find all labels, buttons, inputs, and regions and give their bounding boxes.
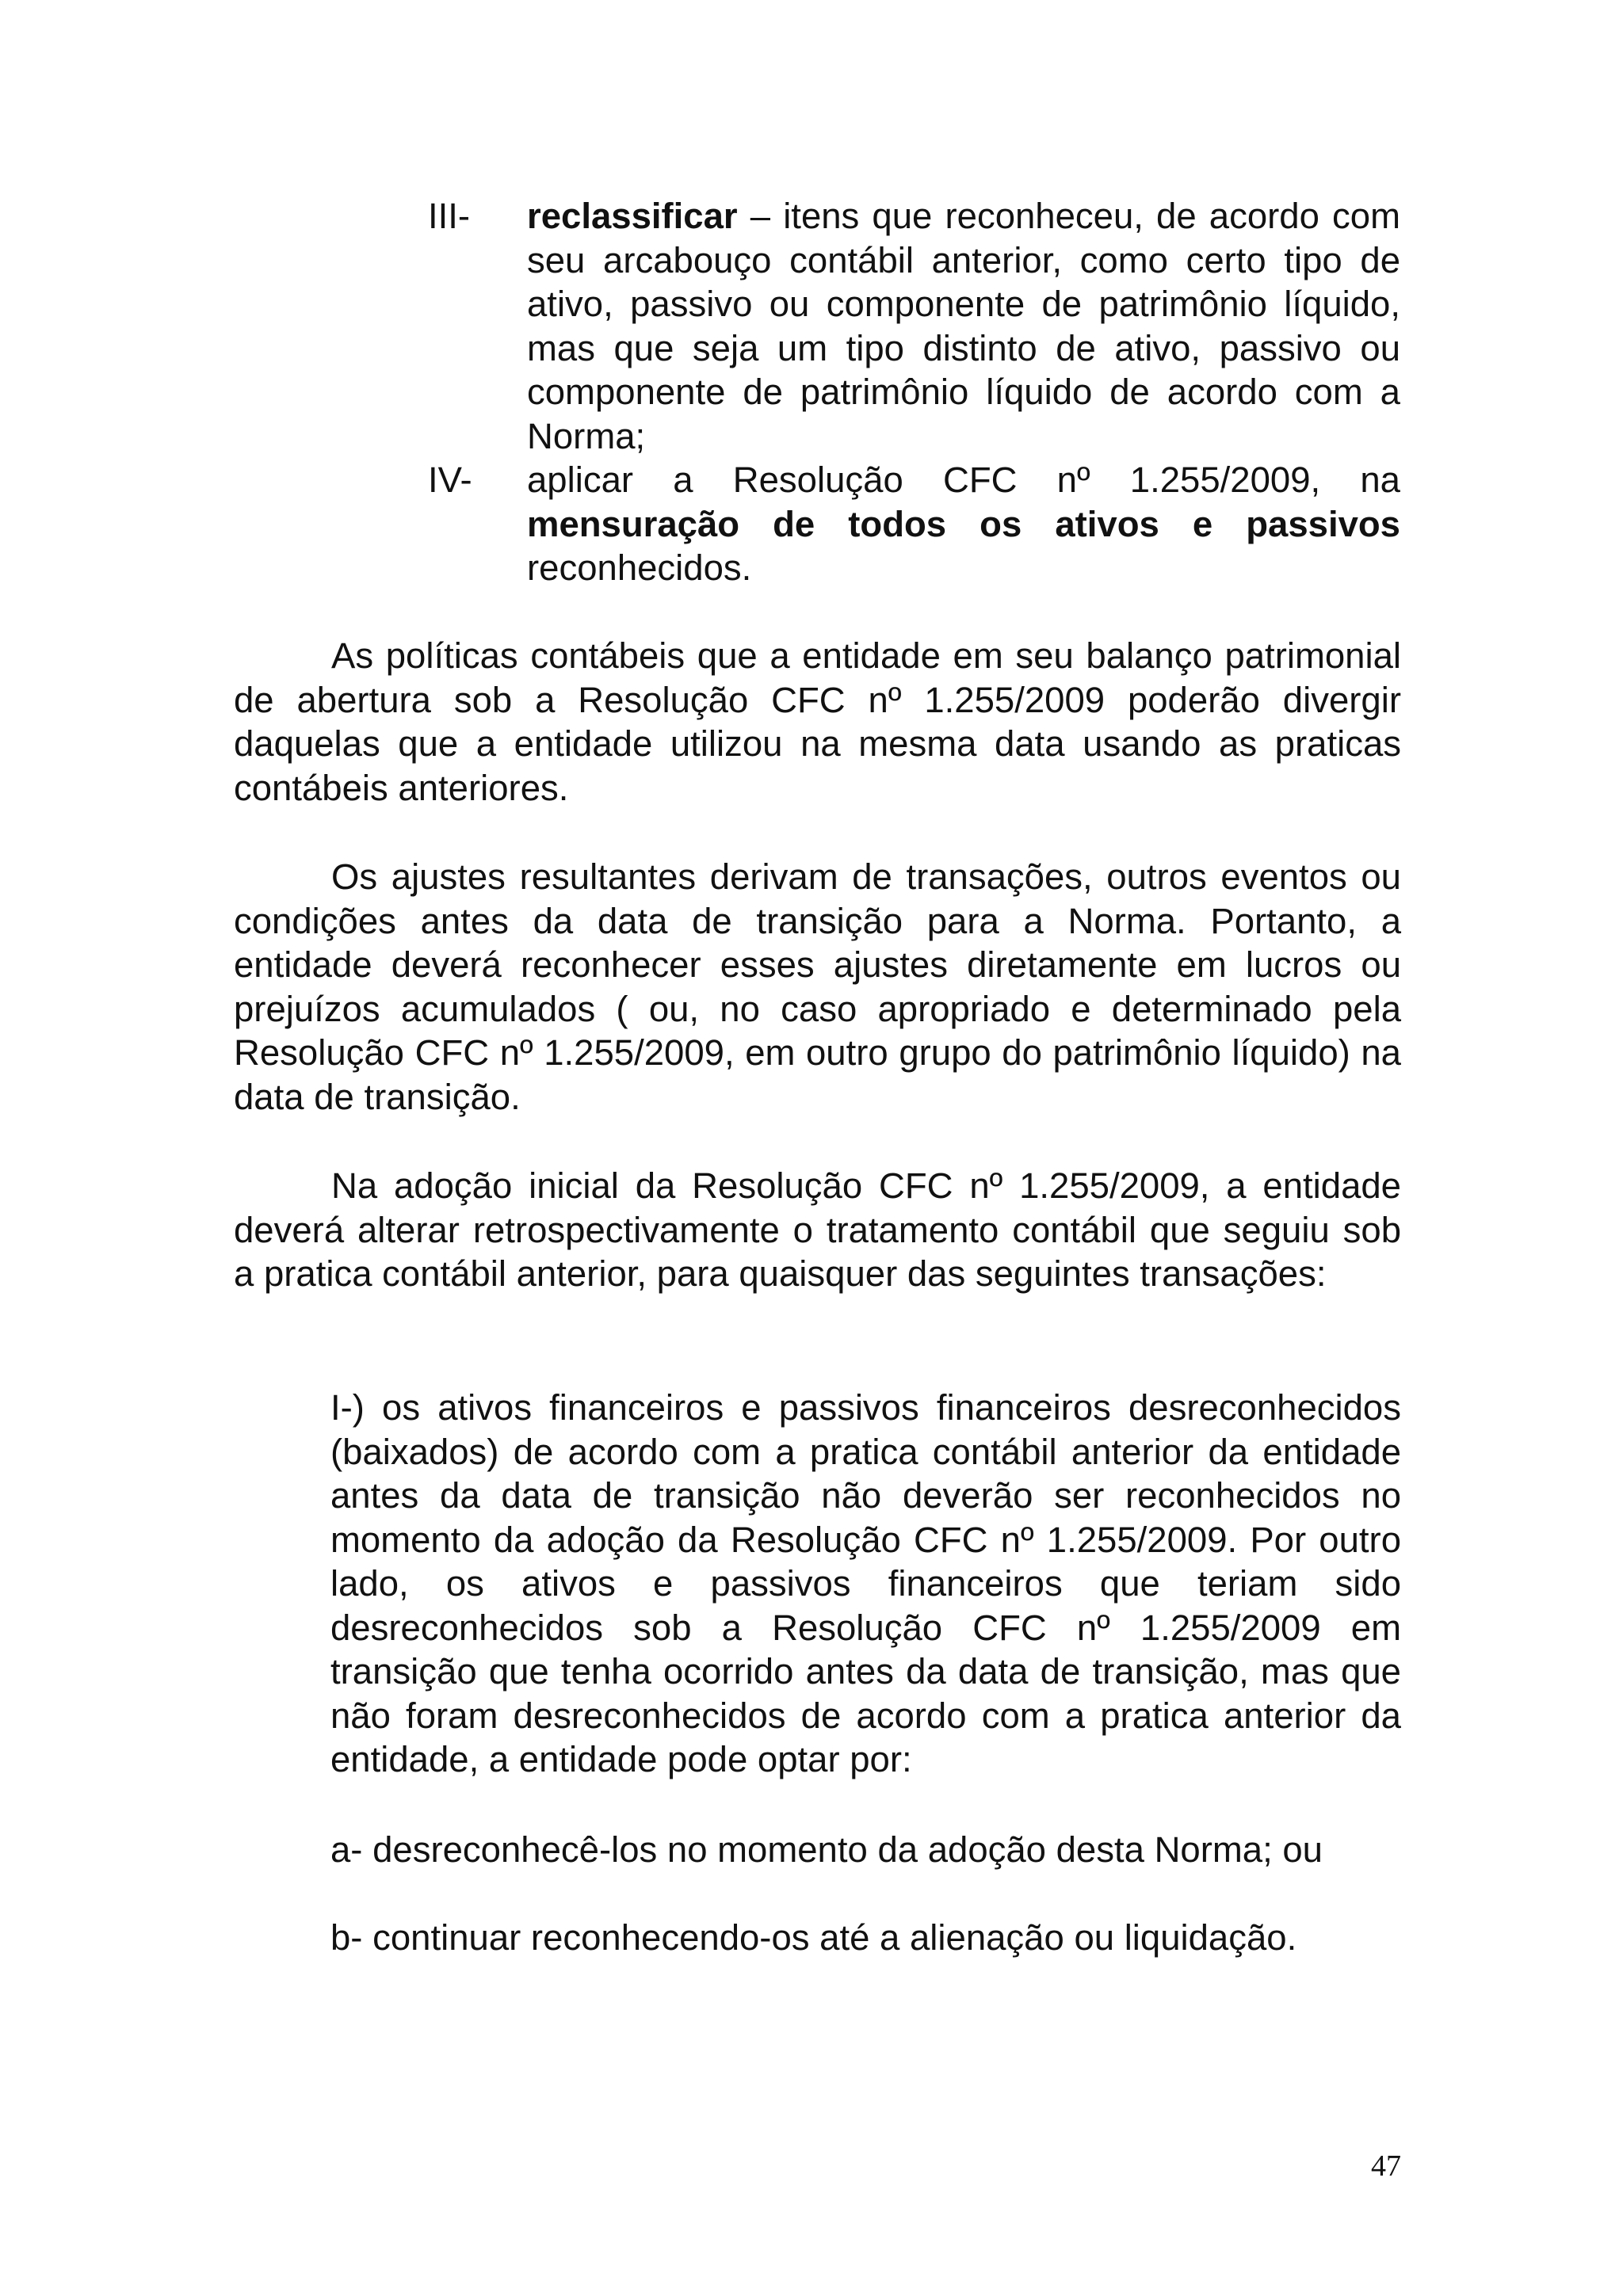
sub-item-b: b- continuar reconhecendo-os até a alienação ou liquidação. (330, 1917, 1297, 1958)
paragraph-1: As políticas contábeis que a entidade em seu balanço patrimonial de abertura sob a Resolução CFC nº 1.255/2009 poderão divergir daquelas que a entidade utilizou na mesma data usando as praticas contábeis anteriores. (234, 635, 1401, 808)
sub-item-a: a- desreconhecê-los no momento da adoção desta Norma; ou (330, 1829, 1323, 1870)
list-item-label: IV- (428, 460, 472, 500)
list-item-iii (428, 194, 1401, 463)
list-item-text: – itens que reconheceu, de acordo com seu arcabouço contábil anterior, como certo tipo de ativo, passivo ou componente de patrimônio líquido, mas que seja um tipo distinto de ativo, passivo ou componente de patrimônio líquido de acordo com a Norma; (527, 196, 1400, 456)
sub-item-i: I-) os ativos financeiros e passivos financeiros desreconhecidos (baixados) de acordo com a pratica contábil anterior da entidade antes da data de transição não deverão ser reconhecidos no momento da adoção da Resolução CFC nº 1.255/2009. Por outro lado, os ativos e passivos financeiros que teriam sido desreconhecidos sob a Resolução CFC nº 1.255/2009 em transição que tenha ocorrido antes da data de transição, mas que não foram desreconhecidos de acordo com a pratica anterior da entidade, a entidade pode optar por: (330, 1387, 1401, 1779)
paragraph-2: Os ajustes resultantes derivam de transações, outros eventos ou condições antes da data de transição para a Norma. Portanto, a entidade deverá reconhecer esses ajustes diretamente em lucros ou prejuízos acumulados ( ou, no caso apropriado e determinado pela Resolução CFC nº 1.255/2009, em outro grupo do patrimônio líquido) na data de transição. (234, 856, 1401, 1117)
bold-term: mensuração de todos os ativos e passivos (527, 503, 1400, 544)
paragraph-3: Na adoção inicial da Resolução CFC nº 1.255/2009, a entidade deverá alterar retrospectivamente o tratamento contábil que seguiu sob a pratica contábil anterior, para quaisquer das seguintes transações: (234, 1165, 1401, 1294)
list-item-text-lead: aplicar a Resolução CFC nº 1.255/2009, na (527, 460, 1400, 500)
list-item-text-tail: reconhecidos. (527, 547, 752, 588)
list-item-iv (428, 458, 1401, 593)
bold-term: reclassificar (527, 196, 738, 236)
page-number: 47 (1371, 2149, 1401, 2183)
list-item-body (527, 194, 1400, 458)
list-item-label: III- (428, 196, 471, 236)
list-item-body (527, 458, 1400, 590)
